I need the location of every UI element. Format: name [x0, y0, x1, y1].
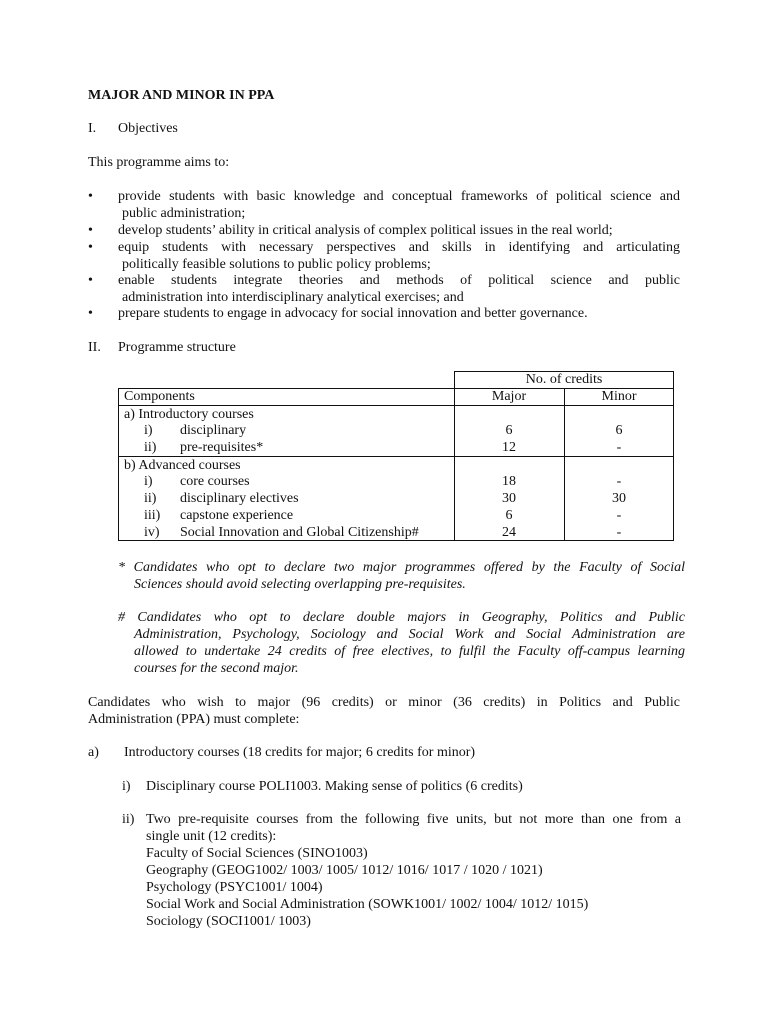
minor-header: Minor [601, 389, 637, 404]
list-item: Social Work and Social Administration (SOWK1001/ 1002/ 1004/ 1012/ 1015) [146, 897, 589, 912]
bullet-marker: • [88, 189, 93, 204]
paragraph-line: Candidates who wish to major (96 credits) or minor (36 credits) in Politics and Public [88, 695, 680, 710]
row-minor: - [616, 508, 622, 523]
intro-text: This programme aims to: [88, 155, 230, 170]
components-header: Components [124, 389, 195, 404]
part-a-number: a) [88, 745, 99, 760]
section-number-objectives: I. [88, 121, 97, 136]
list-item: Psychology (PSYC1001/ 1004) [146, 880, 323, 895]
note-line: * Candidates who opt to declare two major programmes offered by the Faculty of Social [118, 560, 685, 575]
row-number: ii) [144, 440, 157, 455]
row-number: i) [144, 423, 153, 438]
objective-line: equip students with necessary perspectives and skills in identifying and articulating [118, 240, 680, 255]
row-major: 6 [505, 423, 513, 438]
section-number-structure: II. [88, 340, 101, 355]
objective-line: enable students integrate theories and methods of political science and public [118, 273, 680, 288]
row-number: i) [144, 474, 153, 489]
credits-table [118, 371, 674, 541]
row-number: ii) [144, 491, 157, 506]
note-line: Administration, Psychology, Sociology and Social Work and Social Administration are [134, 627, 685, 642]
objective-line: prepare students to engage in advocacy for social innovation and better governance. [118, 306, 588, 321]
list-item: Sociology (SOCI1001/ 1003) [146, 914, 311, 929]
part-a-heading: Introductory courses (18 credits for major; 6 credits for minor) [124, 745, 476, 760]
objective-line: public administration; [122, 206, 246, 221]
paragraph-line: Administration (PPA) must complete: [88, 712, 300, 727]
note-line: Sciences should avoid selecting overlapping pre-requisites. [134, 577, 466, 592]
note-line: courses for the second major. [134, 661, 299, 676]
row-major: 6 [505, 508, 513, 523]
sub-i-number: i) [122, 779, 131, 794]
credits-header: No. of credits [525, 372, 603, 387]
row-major: 12 [502, 440, 516, 455]
row-minor: 30 [612, 491, 626, 506]
bullet-marker: • [88, 306, 93, 321]
note-line: allowed to undertake 24 credits of free electives, to fulfil the Faculty off-campus learning [134, 644, 685, 659]
objective-line: politically feasible solutions to public policy problems; [122, 257, 431, 272]
row-minor: 6 [615, 423, 623, 438]
section-heading-objectives: Objectives [118, 121, 178, 136]
row-name: disciplinary [180, 423, 247, 438]
objective-line: develop students’ ability in critical analysis of complex political issues in the real world; [118, 223, 613, 238]
row-major: 24 [502, 525, 516, 540]
table-rule [118, 388, 119, 541]
section-heading-structure: Programme structure [118, 340, 236, 355]
group-label: a) Introductory courses [124, 407, 254, 422]
row-name: Social Innovation and Global Citizenship# [180, 525, 419, 540]
row-name: disciplinary electives [180, 491, 299, 506]
group-label: b) Advanced courses [124, 458, 241, 473]
sub-ii-line: single unit (12 credits): [146, 829, 277, 844]
bullet-marker: • [88, 223, 93, 238]
bullet-marker: • [88, 273, 93, 288]
row-minor: - [616, 440, 622, 455]
objective-line: administration into interdisciplinary analytical exercises; and [122, 290, 464, 305]
sub-ii-line: Two pre-requisite courses from the following five units, but not more than one from a [146, 812, 681, 827]
list-item: Geography (GEOG1002/ 1003/ 1005/ 1012/ 1016/ 1017 / 1020 / 1021) [146, 863, 543, 878]
objective-line: provide students with basic knowledge and conceptual frameworks of political science and [118, 189, 680, 204]
row-major: 30 [502, 491, 516, 506]
row-minor: - [616, 474, 622, 489]
row-number: iii) [144, 508, 161, 523]
note-line: # Candidates who opt to declare double majors in Geography, Politics and Public [118, 610, 685, 625]
list-item: Faculty of Social Sciences (SINO1003) [146, 846, 368, 861]
row-name: core courses [180, 474, 250, 489]
page-title: MAJOR AND MINOR IN PPA [88, 88, 275, 103]
sub-ii-number: ii) [122, 812, 135, 827]
row-name: capstone experience [180, 508, 294, 523]
row-number: iv) [144, 525, 160, 540]
sub-i-text: Disciplinary course POLI1003. Making sense of politics (6 credits) [146, 779, 523, 794]
row-name: pre-requisites* [180, 440, 264, 455]
major-header: Major [491, 389, 527, 404]
bullet-marker: • [88, 240, 93, 255]
row-major: 18 [502, 474, 516, 489]
row-minor: - [616, 525, 622, 540]
